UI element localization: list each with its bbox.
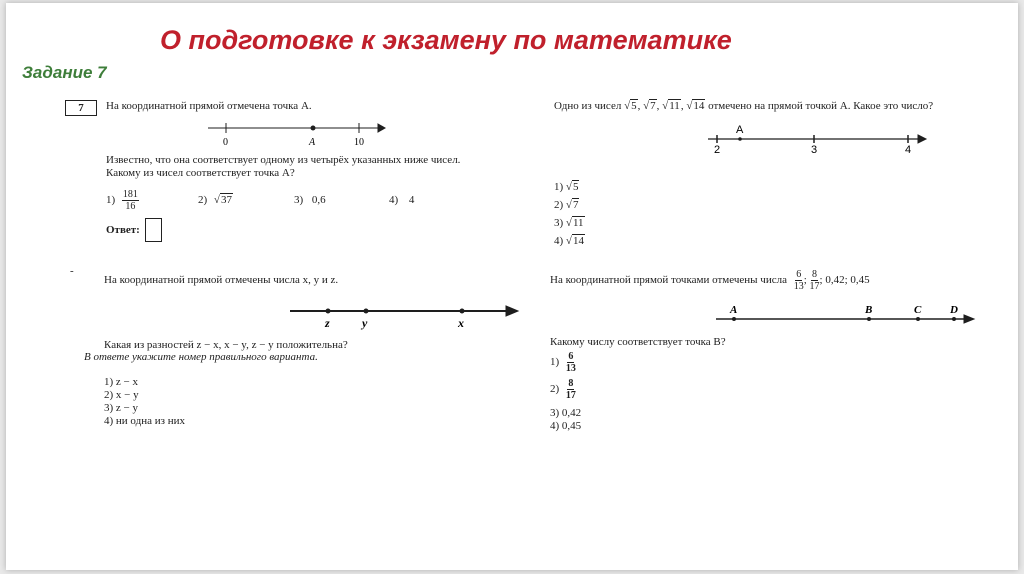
task1-option-4: 4) 4: [389, 194, 415, 206]
task2-option-1: 1) √5: [554, 181, 579, 193]
axis-label-ten: 10: [354, 137, 364, 148]
axis-label-c: C: [914, 304, 922, 316]
task2-option-2: 2) √7: [554, 199, 579, 211]
axis-label-y: y: [362, 316, 368, 330]
axis-label-d: D: [950, 304, 958, 316]
answer-label: Ответ:: [106, 224, 140, 236]
axis-label-zero: 0: [223, 137, 228, 148]
answer-box[interactable]: [145, 218, 162, 242]
task3-question: Какая из разностей z − x, x − y, z − y положительна?: [104, 339, 348, 351]
task3-number-line: [286, 299, 522, 331]
axis-label-x: x: [458, 316, 464, 330]
slide: [6, 3, 1018, 570]
axis-label-three: 3: [811, 144, 818, 156]
task4-option-3: 3) 0,42: [550, 407, 582, 419]
task3-option-4: 4) ни одна из них: [104, 415, 185, 427]
task4-option-2: 2) $\frac{8}{17}$: [550, 378, 576, 401]
task1-option-1: 1) $\frac{181}{16}$: [106, 189, 138, 212]
task4-number-line: [714, 299, 976, 329]
axis-label-point-a: A: [309, 137, 316, 148]
axis-label-a: A: [730, 304, 738, 316]
task1-question-line2: Какому из чисел соответствует точка A?: [106, 167, 295, 179]
task4-prompt: На координатной прямой точками отмечены числа $\frac{6}{13}$ ; $\frac{8}{17}$ ; 0,42; 0,45: [550, 269, 870, 292]
task4-option-1: 1) $\frac{6}{13}$: [550, 351, 576, 374]
task-number-box: 7: [65, 100, 97, 116]
task4-question: Какому числу соответствует точка B?: [550, 336, 726, 348]
task4-option-4: 4) 0,45: [550, 420, 582, 432]
task3-option-2: 2) x − y: [104, 389, 139, 401]
task3-instruction: В ответе укажите номер правильного варианта.: [84, 351, 318, 363]
axis-label-point-a: A: [736, 124, 744, 136]
axis-label-two: 2: [714, 144, 721, 156]
task1-question-line1: Известно, что она соответствует одному из четырёх указанных ниже чисел.: [106, 154, 461, 166]
task1-option-2: 2) √37: [198, 194, 232, 206]
task2-option-4: 4) √14: [554, 235, 584, 247]
task1-prompt: На координатной прямой отмечена точка A.: [106, 100, 312, 112]
task-subtitle: Задание 7: [22, 63, 107, 82]
task3-option-1: 1) z − x: [104, 376, 138, 388]
axis-label-b: B: [865, 304, 873, 316]
page-title: О подготовке к экзамену по математике: [160, 25, 732, 55]
task1-option-3: 3) 0,6: [294, 194, 326, 206]
task2-option-3: 3) √11: [554, 217, 584, 229]
axis-label-four: 4: [905, 144, 912, 156]
task3-prompt: На координатной прямой отмечены числа x, y и z.: [104, 274, 339, 286]
task3-dash: -: [70, 265, 74, 277]
task3-option-3: 3) z − y: [104, 402, 138, 414]
task2-number-line: [702, 123, 930, 157]
axis-label-z: z: [325, 316, 330, 330]
task1-number-line: [206, 119, 386, 151]
task2-prompt: Одно из чисел √5, √7, √11, √14 отмечено на прямой точкой A. Какое это число?: [554, 100, 934, 112]
